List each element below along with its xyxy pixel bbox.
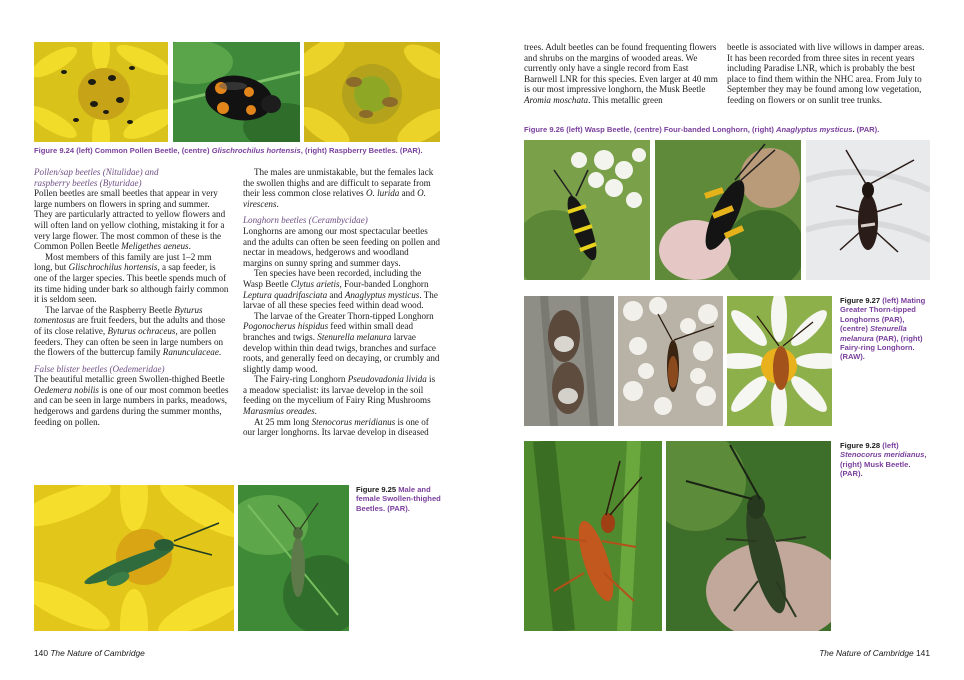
photo-glischrochilus bbox=[173, 42, 300, 142]
paragraph: beetle is associated with live willows in damper areas. It has been recorded from three sites in recent years including Paradise LNR, which is probably the best place to find them within the NHC area. From July to September they may be found among low vegetation, feeding on flowers or on sunlit tree trunks. bbox=[727, 42, 925, 105]
photo-greater-thorn-tipped-longhorns bbox=[524, 296, 614, 426]
photo-fairy-ring-longhorn bbox=[727, 296, 832, 426]
photo-four-banded-longhorn bbox=[655, 140, 801, 280]
page-number: 140 bbox=[34, 648, 48, 658]
paragraph: Most members of this family are just 1–2 mm long, but Glischrochilus hortensis, a sap feeder, is one of the larger species. This beetle spends much of its time hiding under bark so although fairly common it is seldom seen. bbox=[34, 251, 229, 305]
page-number: 141 bbox=[916, 648, 930, 658]
photo-wasp-beetle bbox=[524, 140, 650, 280]
left-footer bbox=[34, 648, 145, 658]
paragraph: Ten species have been recorded, including the Wasp Beetle Clytus arietis, Four-banded Longhorn Leptura quadrifasciata and Anaglyptus mysticus. The larvae of all these species feed within dead wood. bbox=[243, 268, 438, 311]
photo-musk-beetle bbox=[666, 441, 831, 631]
paragraph: The larvae of the Greater Thorn-tipped Longhorn Pogonocherus hispidus feed within small dead branches and twigs. Stenurella melanura larvae develop within thin dead twigs, branches and surface roots, and generally feed on decaying, or crumbly and slightly damp wood. bbox=[243, 310, 440, 374]
figure-9-26-caption: Figure 9.26 (left) Wasp Beetle, (centre) Four-banded Longhorn, (right) Anaglyptus mysticus. (PAR). bbox=[524, 125, 880, 134]
paragraph: Pollen beetles are small beetles that appear in very large numbers on flowers in spring and summer. They are particularly attracted to yellow flowers and will often land on yellow clothing, mistaking it for a very large flower. The most common of these is the Common Pollen Beetle Meligethes aeneus. bbox=[34, 188, 226, 252]
figure-9-25-caption: Figure 9.25 Male and female Swollen-thighed Beetles. (PAR). bbox=[356, 485, 441, 513]
paragraph: The beautiful metallic green Swollen-thighed Beetle Oedemera nobilis is one of our most common beetles and can be seen in large numbers in parks, meadows, hedgerows and gardens during the summer months, feeding on pollen. bbox=[34, 374, 229, 427]
photo-swollen-thighed-female bbox=[238, 485, 349, 631]
subheading-false-blister: False blister beetles (Oedemeridae) bbox=[34, 363, 165, 374]
photo-pollen-beetles bbox=[34, 42, 168, 142]
right-top-column-1 bbox=[524, 42, 718, 106]
book-title: The Nature of Cambridge bbox=[819, 648, 914, 658]
paragraph: trees. Adult beetles can be found frequenting flowers and shrubs on the margins of wooded areas. We currently only have a single record from East Barnwell LNR for this species. Even larger at 40 mm is our most impressive longhorn, the Musk Beetle Aromia moschata. This metallic green bbox=[524, 42, 718, 105]
photo-swollen-thighed-male bbox=[34, 485, 234, 631]
figure-9-28-caption: Figure 9.28 (left) Stenocorus meridianus, (right) Musk Beetle. (PAR). bbox=[840, 441, 927, 479]
paragraph: At 25 mm long Stenocorus meridianus is one of our larger longhorns. Its larvae develop in diseased bbox=[243, 416, 429, 438]
paragraph: The Fairy-ring Longhorn Pseudovadonia livida is a meadow specialist: its larvae develop in the soil feeding on the mycelium of Fairy Ring Mushrooms Marasmius oreades. bbox=[243, 374, 436, 417]
right-top-column-2 bbox=[727, 42, 930, 106]
figure-9-24-caption: Figure 9.24 (left) Common Pollen Beetle, (centre) Glischrochilus hortensis, (right) Raspberry Beetles. (PAR). bbox=[34, 146, 423, 155]
paragraph: The males are unmistakable, but the females lack the swollen thighs and are difficult to separate from their less common close relatives O. lurida and O. virescens. bbox=[243, 167, 434, 209]
left-column-2 bbox=[243, 167, 440, 438]
subheading-longhorn: Longhorn beetles (Cerambycidae) bbox=[243, 215, 368, 226]
photo-stenocorus-meridianus bbox=[524, 441, 662, 631]
book-title: The Nature of Cambridge bbox=[50, 648, 145, 658]
photo-anaglyptus-mysticus bbox=[806, 140, 930, 280]
figure-9-27-caption: Figure 9.27 (left) Mating Greater Thorn-tipped Longhorns (PAR), (centre) Stenurella melanura (PAR), (right) Fairy-ring Longhorn. (RAW). bbox=[840, 296, 926, 362]
photo-stenurella-melanura bbox=[618, 296, 723, 426]
subheading-pollen-beetles: Pollen/sap beetles (Nitulidae) and raspberry beetles (Byturidae) bbox=[34, 167, 159, 188]
paragraph: Longhorns are among our most spectacular beetles and the adults can often be seen feeding on pollen and nectar in meadows, hedgerows and woodland margins on sunny spring and summer days. bbox=[243, 225, 440, 268]
right-footer bbox=[819, 648, 930, 658]
paragraph: The larvae of the Raspberry Beetle Byturus tomentosus are fruit feeders, but the adults and those of its close relative, Byturus ochraceus, are pollen feeders. They can often be seen in large numbers on the flowers of the buttercup family Ranunculaceae. bbox=[34, 304, 226, 358]
left-column-1 bbox=[34, 167, 230, 427]
photo-raspberry-beetles bbox=[304, 42, 440, 142]
